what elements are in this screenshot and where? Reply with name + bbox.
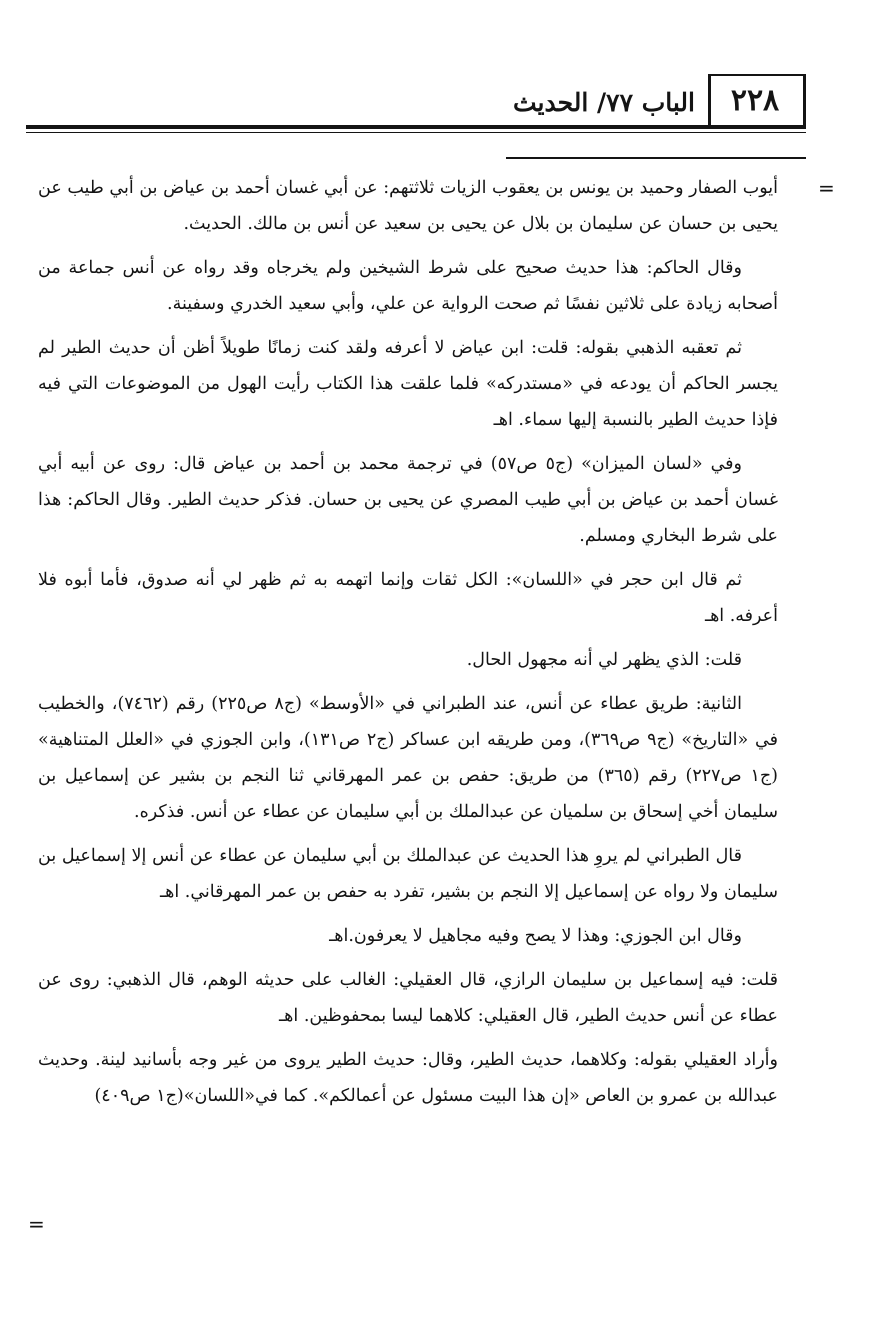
paragraph-8: قال الطبراني لم يروِ هذا الحديث عن عبدالملك بن أبي سليمان عن عطاء عن أنس إلا إسماعيل بن سليمان ولا رواه عن إسماعيل إلا النجم بن بشير، تفرد به حفص بن عمر المهرقاني. اهـ	[38, 846, 778, 902]
paragraph-7: الثانية: طريق عطاء عن أنس، عند الطبراني في «الأوسط» (ج٨ ص٢٢٥) رقم (٧٤٦٢)، والخطيب في «التاريخ» (ج٩ ص٣٦٩)، ومن طريقه ابن عساكر (ج٢ ص١٣١)، وابن الجوزي في «العلل المتناهية» (ج١ ص٢٢٧) رقم (٣٦٥) من طريق: حفص بن عمر المهرقاني ثنا النجم بن بشير عن إسماعيل بن سليمان أخي إسحاق بن سلميان عن عبدالملك بن أبي سليمان عن عطاء عن أنس. فذكره.	[38, 694, 778, 822]
paragraph-6: قلت: الذي يظهر لي أنه مجهول الحال.	[466, 650, 742, 670]
paragraph-11: وأراد العقيلي بقوله: وكلاهما، حديث الطير، وقال: حديث الطير يروى من غير وجه بأسانيد لينة. وحديث عبدالله بن عمرو بن العاص «إن هذا البيت مسئول عن أعمالكم». كما في«اللسان»(ج١ ص٤٠٩)	[38, 1050, 778, 1106]
paragraph-5: ثم قال ابن حجر في «اللسان»: الكل ثقات وإنما اتهمه به ثم ظهر لي أنه صدوق، فأما أبوه فلا أعرفه. اهـ	[38, 570, 778, 626]
footnote-body	[38, 170, 778, 1122]
paragraph-10: قلت: فيه إسماعيل بن سليمان الرازي، قال العقيلي: الغالب على حديثه الوهم، قال الذهبي: روى عن عطاء عن أنس حديث الطير، قال العقيلي: كلاهما ليسا بمحفوظين. اهـ	[38, 970, 778, 1026]
header-rule-thin	[26, 132, 806, 133]
page-header	[0, 0, 885, 150]
header-rule-thick	[26, 125, 806, 129]
continuation-mark-top: =	[818, 176, 835, 200]
chapter-title: الباب ٧٧/ الحديث	[513, 88, 695, 117]
paragraph-2: وقال الحاكم: هذا حديث صحيح على شرط الشيخين ولم يخرجاه وقد رواه عن أنس جماعة من أصحابه زيادة على ثلاثين نفسًا ثم صحت الرواية عن علي، وأبي سعيد الخدري وسفينة.	[38, 258, 778, 314]
paragraph-4: وفي «لسان الميزان» (ج٥ ص٥٧) في ترجمة محمد بن أحمد بن عياض قال: روى عن أبيه أبي غسان أحمد بن عياض بن أبي طيب المصري عن يحيى بن حسان. فذكر حديث الطير. وقال الحاكم: هذا على شرط البخاري ومسلم.	[38, 454, 778, 546]
paragraph-1: أيوب الصفار وحميد بن يونس بن يعقوب الزيات ثلاثتهم: عن أبي غسان أحمد بن عياض بن أبي طيب عن يحيى بن حسان عن سليمان بن بلال عن يحيى بن سعيد عن أنس بن مالك. الحديث.	[38, 178, 778, 234]
page-number: ٢٢٨	[730, 83, 780, 118]
footnote-separator	[506, 157, 806, 159]
paragraph-3: ثم تعقبه الذهبي بقوله: قلت: ابن عياض لا أعرفه ولقد كنت زمانًا طويلاً أظن أن حديث الطير لم يجسر الحاكم أن يودعه في «مستدركه» فلما علقت هذا الكتاب رأيت الهول من الموضوعات التي فيه فإذا حديث الطير بالنسبة إليها سماء. اهـ	[38, 338, 778, 430]
continuation-mark-bottom: =	[28, 1212, 45, 1236]
paragraph-9: وقال ابن الجوزي: وهذا لا يصح وفيه مجاهيل لا يعرفون.اهـ	[329, 926, 742, 946]
